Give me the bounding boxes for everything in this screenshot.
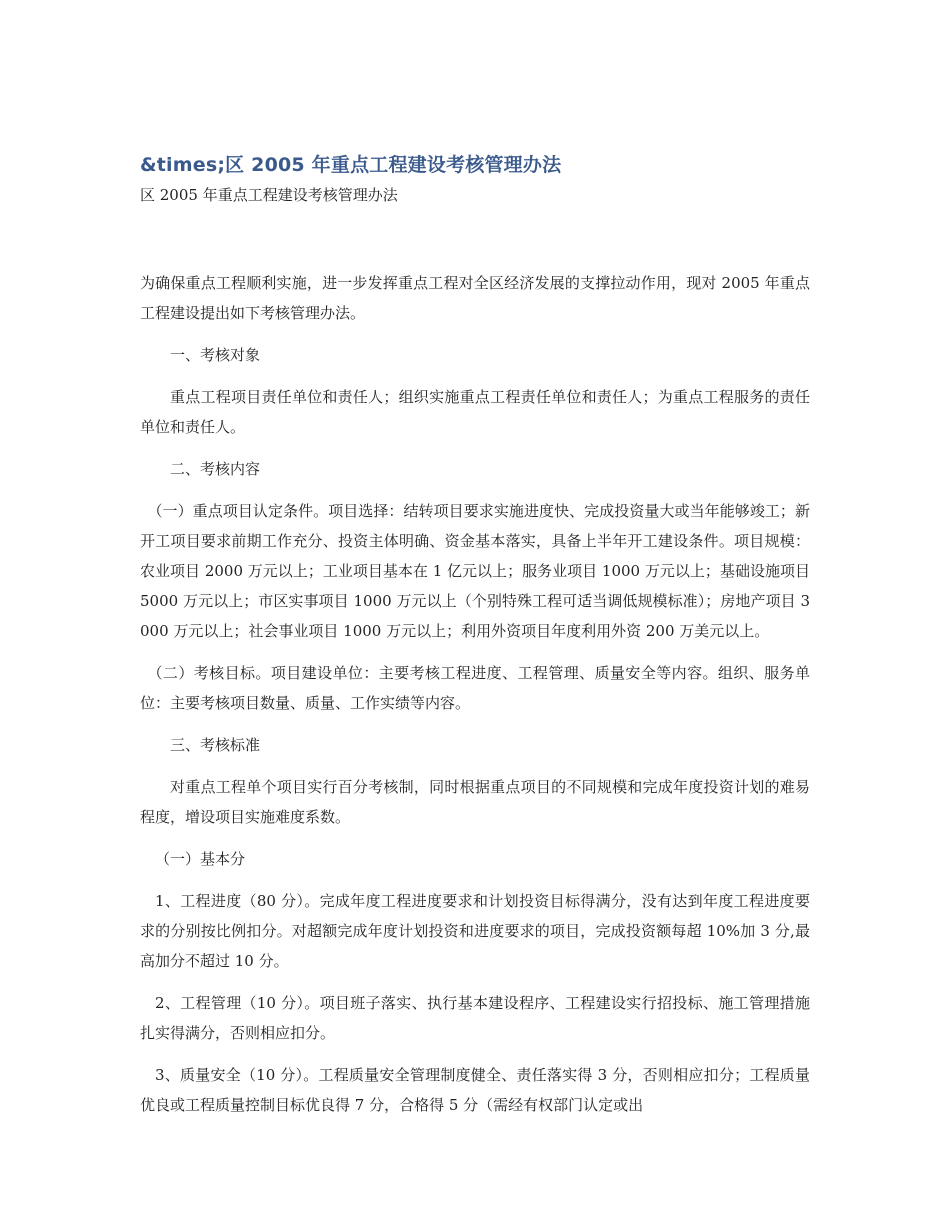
paragraph-section-3: 对重点工程单个项目实行百分考核制，同时根据重点项目的不同规模和完成年度投资计划的难易程度，增设项目实施难度系数。 [140,778,810,826]
paragraph-progress-score: 1、工程进度（80 分）。完成年度工程进度要求和计划投资目标得满分，没有达到年度工程进度要求的分别按比例扣分。对超额完成年度计划投资和进度要求的项目，完成投资额每超 10%加 3 分,最高加分不超过 10 分。 [140,892,810,970]
document-page [140,150,810,1132]
heading-section-1: 一、考核对象 [170,346,261,364]
heading-basic-score: （一）基本分 [155,850,246,868]
heading-section-2: 二、考核内容 [170,460,261,478]
paragraph-section-2-item-2: （二）考核目标。项目建设单位：主要考核工程进度、工程管理、质量安全等内容。组织、服务单位：主要考核项目数量、质量、工作实绩等内容。 [140,664,810,712]
paragraph-management-score: 2、工程管理（10 分）。项目班子落实、执行基本建设程序、工程建设实行招投标、施工管理措施扎实得满分，否则相应扣分。 [140,994,810,1042]
heading-section-3: 三、考核标准 [170,736,261,754]
paragraph-section-2-item-1: （一）重点项目认定条件。项目选择：结转项目要求实施进度快、完成投资量大或当年能够竣工；新开工项目要求前期工作充分、投资主体明确、资金基本落实，具备上半年开工建设条件。项目规模：农业项目 2000 万元以上；工业项目基本在 1 亿元以上；服务业项目 1000 万元以上；基础设施项目 5000 万元以上；市区实事项目 1000 万元以上（个别特殊工程可适当调低规模标准）；房地产项目 3000 万元以上；社会事业项目 1000 万元以上；利用外资项目年度利用外资 200 万美元以上。 [140,502,810,640]
document-subtitle: 区 2005 年重点工程建设考核管理办法 [140,186,398,204]
document-body [140,268,810,1120]
paragraph-quality-score: 3、质量安全（10 分）。工程质量安全管理制度健全、责任落实得 3 分，否则相应扣分；工程质量优良或工程质量控制目标优良得 7 分，合格得 5 分（需经有权部门认定或出 [140,1066,810,1114]
paragraph-intro: 为确保重点工程顺利实施，进一步发挥重点工程对全区经济发展的支撑拉动作用，现对 2005 年重点工程建设提出如下考核管理办法。 [140,274,810,322]
paragraph-section-1: 重点工程项目责任单位和责任人；组织实施重点工程责任单位和责任人；为重点工程服务的责任单位和责任人。 [140,388,810,436]
document-title: &times;区 2005 年重点工程建设考核管理办法 [140,154,562,176]
